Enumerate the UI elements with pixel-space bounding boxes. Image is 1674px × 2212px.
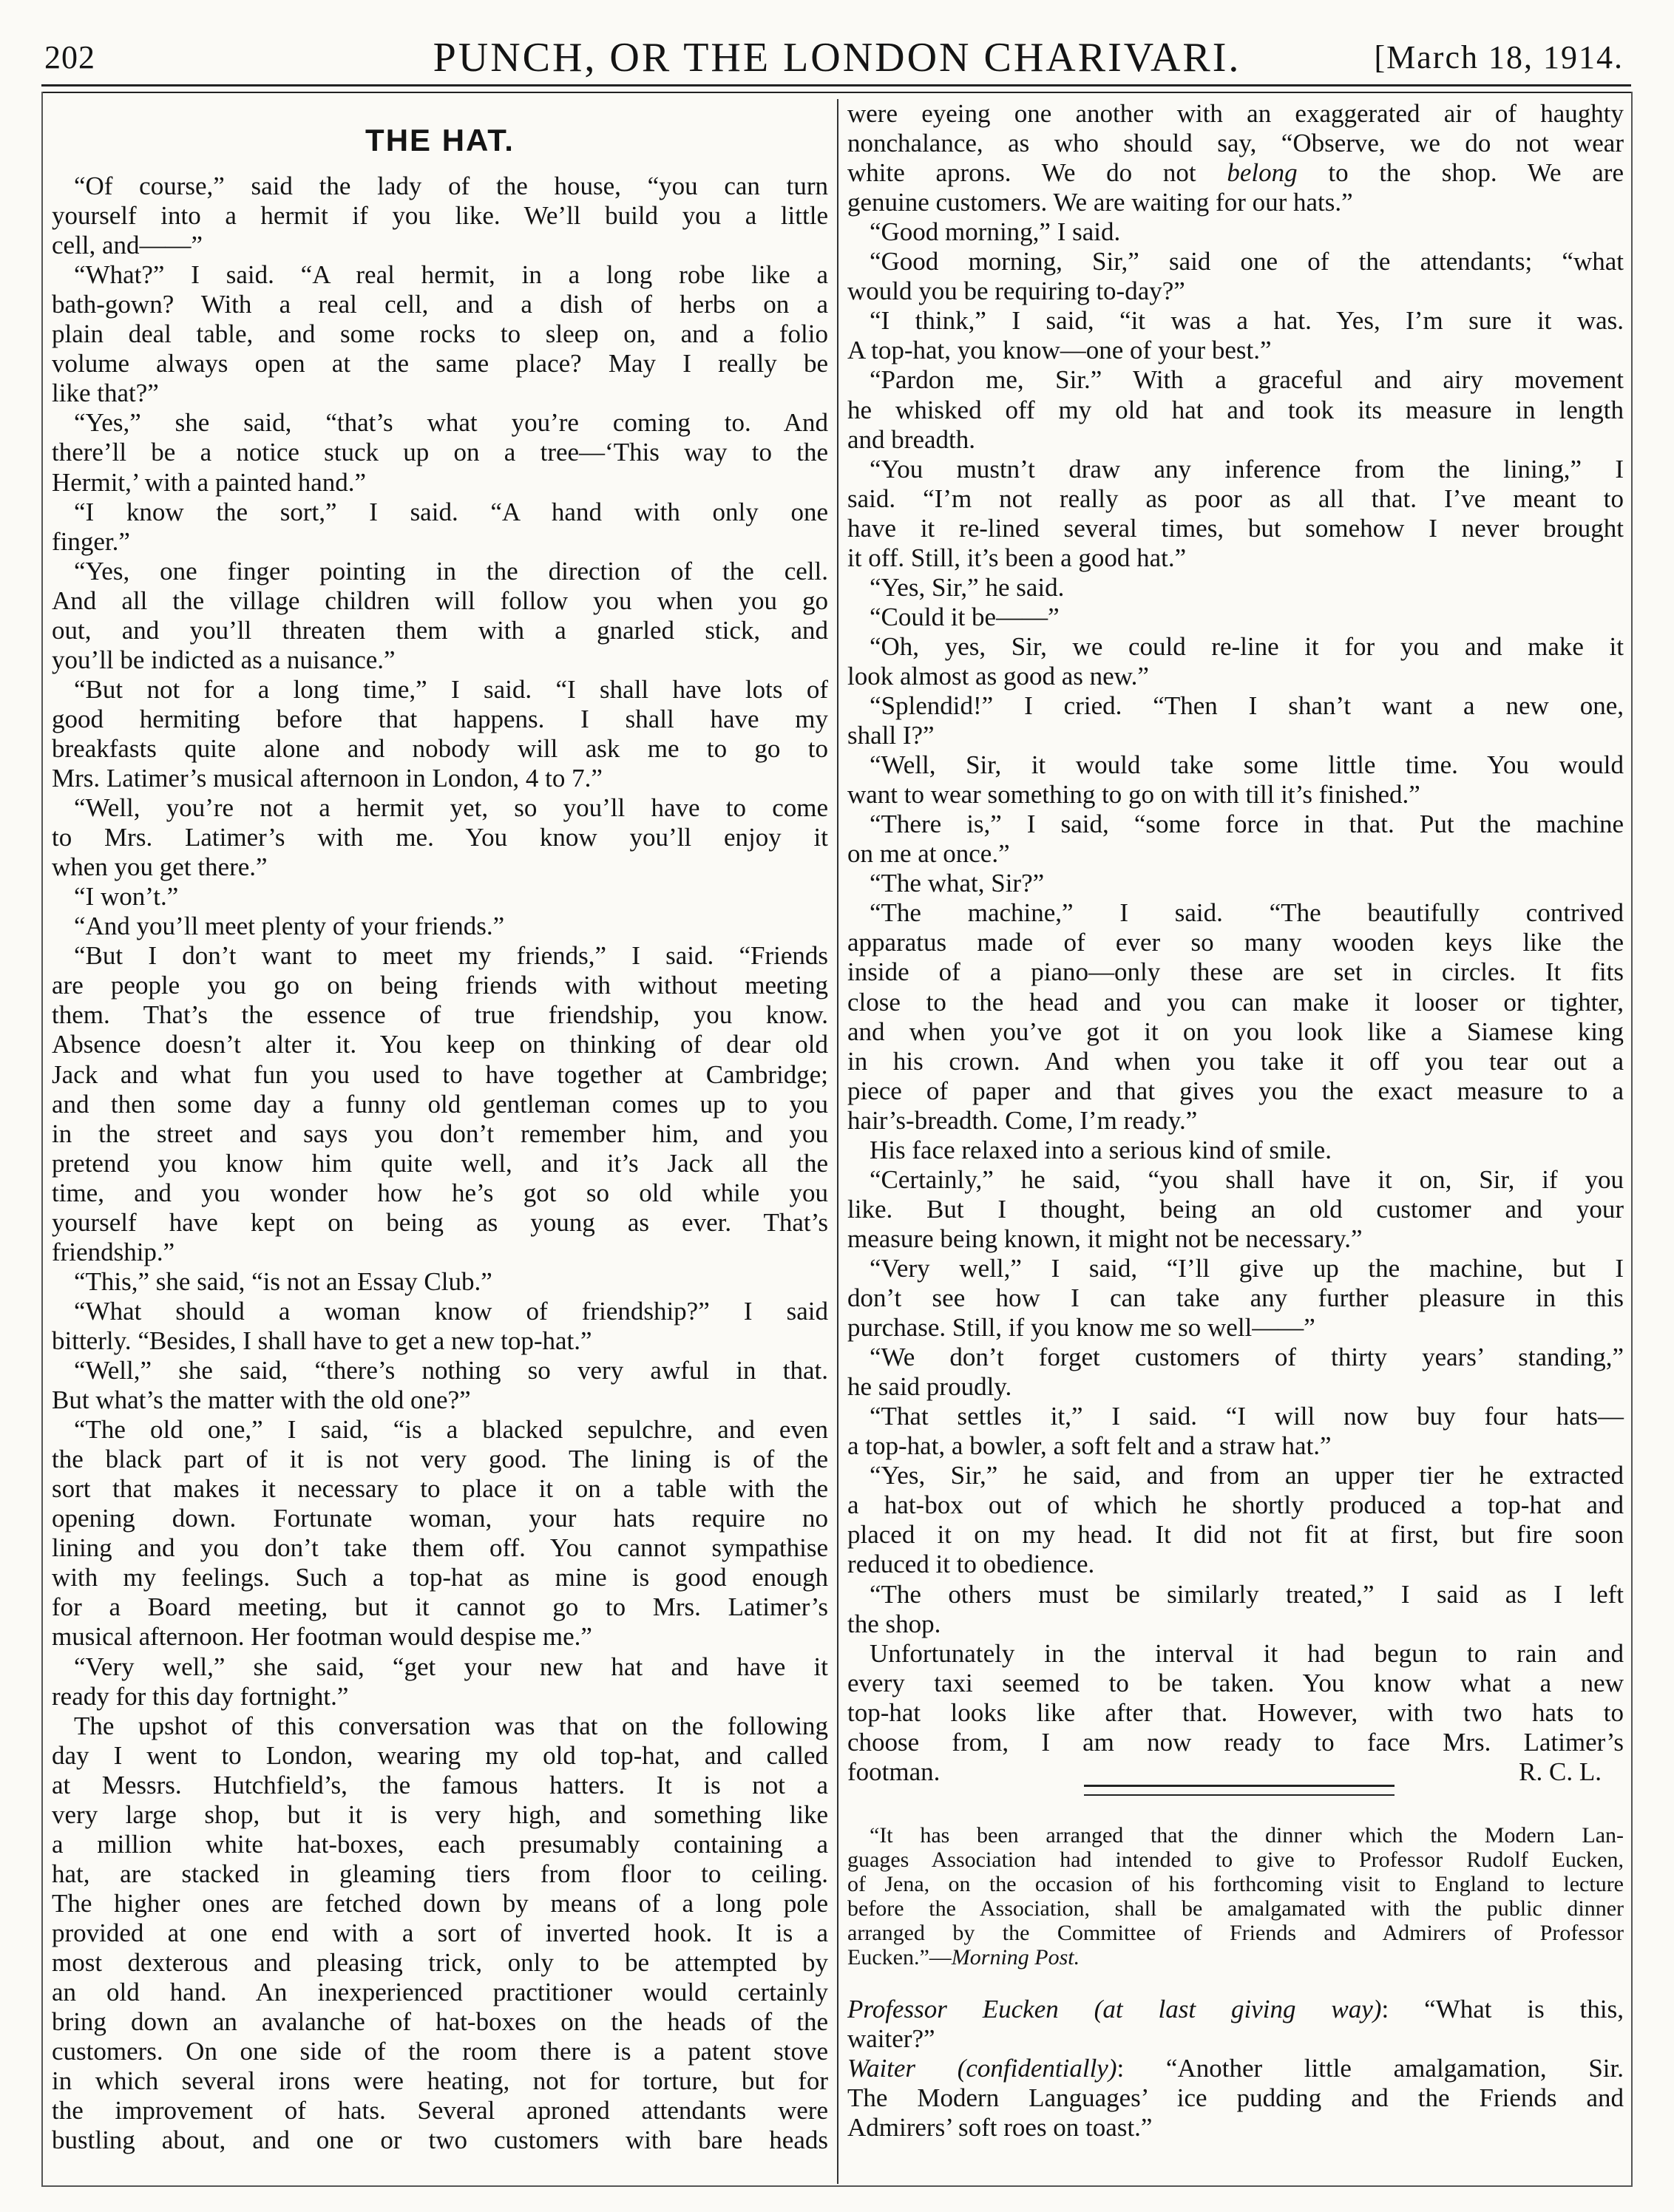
right-text-line: placed it on my head. It did not fit at first, but fire soon [847, 1520, 1624, 1550]
header-rule [41, 84, 1631, 86]
left-text-line: good hermiting before that happens. I shall have my [52, 704, 828, 733]
filler-quote-line: “It has been arranged that the dinner which the Modern Lan- [870, 1823, 1624, 1848]
right-text-line: on me at once.” [847, 839, 1010, 869]
right-text-line: shall I?” [847, 721, 935, 750]
left-text-line: Absence doesn’t alter it. You keep on thinking of dear old [52, 1030, 828, 1059]
right-text-line: choose from, I am now ready to face Mrs. Latimer’s [847, 1727, 1624, 1757]
left-text-line: ready for this day fortnight.” [52, 1681, 349, 1711]
left-text-line: plain deal table, and some rocks to sleep on, and a folio [52, 319, 828, 349]
left-text-line: in which several irons were heating, not for torture, but for [52, 2066, 828, 2096]
right-text-line: close to the head and you can make it looser or tighter, [847, 987, 1624, 1017]
right-text-line: nonchalance, as who should say, “Observe, we do not wear [847, 129, 1624, 158]
left-text-line: opening down. Fortunate woman, your hats require no [52, 1504, 828, 1533]
left-text-line: “Of course,” said the lady of the house, “you can turn [74, 172, 828, 200]
left-text-line: “What should a woman know of friendship?” I said [74, 1296, 828, 1326]
right-text-line: white aprons. We do not belong to the shop. We are [847, 158, 1624, 188]
left-text-line: “Very well,” she said, “get your new hat and have it [74, 1652, 828, 1681]
left-text-line: “Well,” she said, “there’s nothing so very awful in that. [74, 1356, 828, 1385]
filler-quote-line: arranged by the Committee of Friends and Admirers of Professor [847, 1921, 1624, 1945]
right-text-line: “Good morning,” I said. [870, 217, 1121, 247]
right-text-line: “Could it be——” [870, 602, 1060, 631]
right-text-line: “Pardon me, Sir.” With a graceful and airy movement [870, 365, 1624, 395]
right-text-line: “Yes, Sir,” he said. [870, 572, 1065, 602]
right-text-line: “There is,” I said, “some force in that. Put the machine [870, 810, 1624, 839]
right-text-line: “Good morning, Sir,” said one of the attendants; “what [870, 247, 1624, 276]
right-text-line: top-hat looks like after that. However, with two hats to [847, 1697, 1624, 1727]
filler-quote-line: before the Association, shall be amalgamated with the public dinner [847, 1896, 1624, 1921]
right-text-line: His face relaxed into a serious kind of smile. [870, 1135, 1332, 1164]
header-rule-secondary [41, 92, 1631, 93]
left-text-line: to Mrs. Latimer’s with me. You know you’ll enjoy it [52, 823, 828, 852]
left-text-line: time, and you wonder how he’s got so old while you [52, 1178, 828, 1207]
right-text-line: “That settles it,” I said. “I will now buy four hats— [870, 1402, 1624, 1431]
filler-quote-line: of Jena, on the occasion of his forthcoming visit to England to lecture [847, 1872, 1624, 1896]
left-text-line: “I won’t.” [74, 882, 179, 912]
right-text-line: he whisked off my old hat and took its measure in length [847, 395, 1624, 424]
left-text-line: finger.” [52, 526, 130, 556]
right-text-line: “The machine,” I said. “The beautifully contrived [870, 898, 1624, 928]
left-text-line: Jack and what fun you used to have together at Cambridge; [52, 1059, 828, 1089]
left-text-line: lining and you don’t take them off. You cannot sympathise [52, 1533, 828, 1563]
emphasis-text: Morning Post. [951, 1945, 1080, 1970]
left-text-line: very large shop, but it is very high, and something like [52, 1799, 828, 1829]
filler-dialogue-line: Professor Eucken (at last giving way): “What is this, [847, 1995, 1624, 2023]
right-text-line: he said proudly. [847, 1372, 1012, 1402]
filler-quote-line: Eucken.”—Morning Post. [847, 1945, 1080, 1970]
publication-title: PUNCH, OR THE LONDON CHARIVARI. [433, 35, 1241, 81]
left-text-line: and then some day a funny old gentleman comes up to you [52, 1089, 828, 1119]
right-text-line: would you be requiring to-day?” [847, 276, 1185, 306]
right-text-line: “Well, Sir, it would take some little time. You would [870, 750, 1624, 780]
right-text-line: footman. [847, 1757, 941, 1786]
right-text-line: and when you’ve got it on you look like a Siamese king [847, 1017, 1624, 1046]
left-text-line: “But not for a long time,” I said. “I shall have lots of [74, 674, 828, 704]
right-text-line: apparatus made of ever so many wooden keys like the [847, 928, 1624, 957]
left-text-line: “What?” I said. “A real hermit, in a long robe like a [74, 260, 828, 290]
left-text-line: bring down an avalanche of hat-boxes on the heads of the [52, 2007, 828, 2037]
column-divider [837, 99, 838, 2184]
left-text-line: And all the village children will follow you when you go [52, 586, 828, 615]
right-text-line: the shop. [847, 1609, 941, 1638]
left-text-line: out, and you’ll threaten them with a gnarled stick, and [52, 615, 828, 645]
left-text-line: the improvement of hats. Several aproned attendants were [52, 2096, 828, 2126]
frame-right-border [1631, 92, 1633, 2185]
left-text-line: provided at one end with a sort of inverted hook. It is a [52, 1918, 828, 1947]
filler-dialogue-line: waiter?” [847, 2024, 935, 2053]
right-text-line: “Oh, yes, Sir, we could re-line it for you and make it [870, 631, 1624, 661]
left-text-line: “Yes,” she said, “that’s what you’re coming to. And [74, 408, 828, 438]
right-text-line: every taxi seemed to be taken. You know what a new [847, 1668, 1624, 1697]
emphasis-text: belong [1227, 158, 1298, 188]
left-text-line: “Yes, one finger pointing in the direction of the cell. [74, 556, 828, 586]
emphasis-text: Waiter (confidentially) [847, 2054, 1117, 2083]
left-text-line: for a Board meeting, but it cannot go to Mrs. Latimer’s [52, 1592, 828, 1622]
left-text-line: Mrs. Latimer’s musical afternoon in London, 4 to 7.” [52, 764, 603, 793]
right-text-line: “You mustn’t draw any inference from the lining,” I [870, 454, 1624, 484]
right-text-line: “I think,” I said, “it was a hat. Yes, I’m sure it was. [870, 306, 1624, 336]
left-text-line: friendship.” [52, 1237, 175, 1266]
left-text-line: at Messrs. Hutchfield’s, the famous hatters. It is not a [52, 1770, 828, 1799]
right-text-line: a top-hat, a bowler, a soft felt and a straw hat.” [847, 1431, 1332, 1461]
left-text-line: day I went to London, wearing my old top-hat, and called [52, 1740, 828, 1770]
left-text-line: musical afternoon. Her footman would despise me.” [52, 1622, 592, 1652]
left-text-line: a million white hat-boxes, each presumably containing a [52, 1829, 828, 1859]
frame-left-border [41, 92, 43, 2185]
right-text-line: want to wear something to go on with till it’s finished.” [847, 780, 1420, 810]
page-header [41, 33, 1633, 92]
right-text-line: measure being known, it might not be necessary.” [847, 1224, 1363, 1253]
right-text-line: genuine customers. We are waiting for our hats.” [847, 188, 1353, 217]
left-text-line: sort that makes it necessary to place it on a table with the [52, 1474, 828, 1504]
right-text-line: “The others must be similarly treated,” I said as I left [870, 1579, 1624, 1609]
right-text-line: “Certainly,” he said, “you shall have it on, Sir, if you [870, 1164, 1624, 1194]
right-text-line: hair’s-breadth. Come, I’m ready.” [847, 1105, 1198, 1135]
left-text-line: you’ll be indicted as a nuisance.” [52, 645, 396, 674]
left-text-line: yourself into a hermit if you like. We’ll build you a little [52, 201, 828, 231]
right-text-line: piece of paper and that gives you the exact measure to a [847, 1076, 1624, 1105]
right-text-line: don’t see how I can take any further pleasure in this [847, 1283, 1624, 1312]
right-text-line: have it re-lined several times, but somehow I never brought [847, 513, 1624, 543]
left-text-line: pretend you know him quite well, and it’s Jack all the [52, 1148, 828, 1178]
left-text-line: “I know the sort,” I said. “A hand with only one [74, 497, 828, 526]
left-text-line: with my feelings. Such a top-hat as mine is good enough [52, 1563, 828, 1592]
right-text-line: in his crown. And when you take it off you tear out a [847, 1046, 1624, 1076]
left-text-line: there’ll be a notice stuck up on a tree—‘This way to the [52, 438, 828, 467]
left-text-line: most dexterous and pleasing trick, only to be attempted by [52, 1948, 828, 1977]
left-text-line: customers. On one side of the room there is a patent stove [52, 2037, 828, 2066]
left-text-line: Hermit,’ with a painted hand.” [52, 467, 367, 497]
right-text-line: reduced it to obedience. [847, 1550, 1095, 1579]
right-text-line: Unfortunately in the interval it had begun to rain and [870, 1638, 1624, 1668]
left-text-line: bustling about, and one or two customers with bare heads [52, 2126, 828, 2155]
right-text-line: “We don’t forget customers of thirty years’ standing,” [870, 1343, 1624, 1372]
left-text-line: The higher ones are fetched down by means of a long pole [52, 1888, 828, 1918]
left-text-line: “The old one,” I said, “is a blacked sepulchre, and even [74, 1415, 828, 1445]
left-text-line: like that?” [52, 379, 159, 408]
right-text-line: said. “I’m not really as poor as all that. I’ve meant to [847, 484, 1624, 513]
left-text-line: them. That’s the essence of true friendship, you know. [52, 1000, 828, 1030]
right-text-line: A top-hat, you know—one of your best.” [847, 336, 1272, 365]
frame-bottom-border [41, 2185, 1633, 2187]
left-text-line: in the street and says you don’t remember him, and you [52, 1119, 828, 1148]
left-text-line: an old hand. An inexperienced practitioner would certainly [52, 1978, 828, 2007]
left-text-line: bath-gown? With a real cell, and a dish of herbs on a [52, 290, 828, 319]
right-text-line: it off. Still, it’s been a good hat.” [847, 543, 1187, 572]
left-text-line: volume always open at the same place? May I really be [52, 349, 828, 379]
right-text-line: “Splendid!” I cried. “Then I shan’t want a new one, [870, 691, 1624, 720]
right-text-line: “Yes, Sir,” he said, and from an upper tier he extracted [870, 1461, 1624, 1490]
article-title: THE HAT. [365, 123, 515, 157]
left-text-line: breakfasts quite alone and nobody will ask me to go to [52, 733, 828, 763]
left-text-line: are people you go on being friends with without meeting [52, 971, 828, 1000]
left-text-line: the black part of it is not very good. The lining is of the [52, 1445, 828, 1474]
right-text-line: purchase. Still, if you know me so well——” [847, 1313, 1315, 1343]
right-text-line: look almost as good as new.” [847, 661, 1149, 691]
emphasis-text: Professor Eucken (at last giving way) [847, 1995, 1382, 2023]
page-number: 202 [44, 39, 95, 75]
filler-quote-line: guages Association had intended to give to Professor Rudolf Eucken, [847, 1848, 1624, 1872]
right-text-line: were eyeing one another with an exaggerated air of haughty [847, 99, 1624, 128]
right-text-line: like. But I thought, being an old customer and your [847, 1194, 1624, 1224]
left-text-line: “But I don’t want to meet my friends,” I said. “Friends [74, 941, 828, 971]
left-text-line: The upshot of this conversation was that on the following [74, 1711, 828, 1740]
left-text-line: “And you’ll meet plenty of your friends.” [74, 912, 505, 941]
filler-dialogue-line: The Modern Languages’ ice pudding and the Friends and [847, 2083, 1624, 2112]
right-text-line: inside of a piano—only these are set in circles. It fits [847, 957, 1624, 987]
left-text-line: “Well, you’re not a hermit yet, so you’ll have to come [74, 793, 828, 823]
right-text-line: “The what, Sir?” [870, 869, 1045, 898]
filler-dialogue-line: Waiter (confidentially): “Another little amalgamation, Sir. [847, 2054, 1624, 2083]
filler-dialogue-line: Admirers’ soft roes on toast.” [847, 2113, 1153, 2142]
left-text-line: yourself have kept on being as young as ever. That’s [52, 1207, 828, 1237]
left-text-line: “This,” she said, “is not an Essay Club.” [74, 1266, 492, 1296]
right-text-line: and breadth. [847, 424, 975, 454]
left-text-line: hat, are stacked in gleaming tiers from floor to ceiling. [52, 1859, 828, 1888]
issue-date: [March 18, 1914. [1374, 39, 1624, 75]
left-text-line: But what’s the matter with the old one?” [52, 1385, 471, 1415]
right-text-line: a hat-box out of which he shortly produced a top-hat and [847, 1490, 1624, 1520]
author-signature: R. C. L. [1519, 1757, 1602, 1786]
left-text-line: when you get there.” [52, 852, 268, 882]
right-text-line: “Very well,” I said, “I’ll give up the machine, but I [870, 1253, 1624, 1283]
left-text-line: bitterly. “Besides, I shall have to get a new top-hat.” [52, 1326, 592, 1355]
left-text-line: cell, and——” [52, 231, 203, 260]
